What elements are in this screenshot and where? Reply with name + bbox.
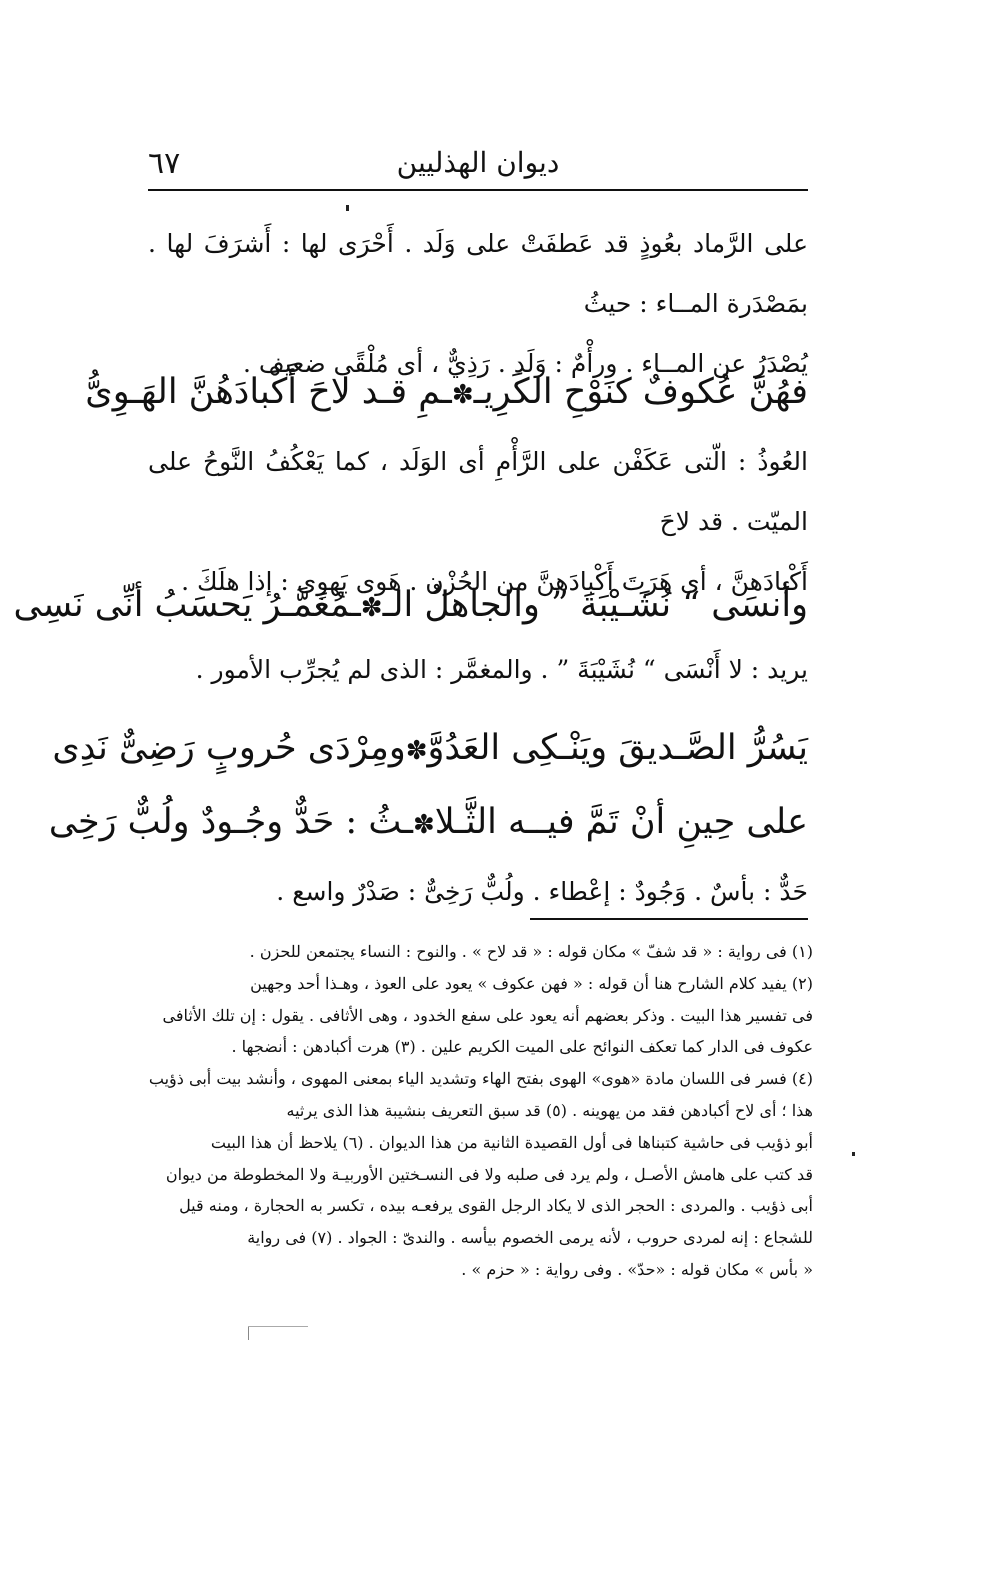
header-rule xyxy=(148,189,808,191)
verse-separator: ✽ xyxy=(360,593,383,623)
print-speck xyxy=(346,205,349,211)
footnote-line: أبو ذؤيب فى حاشية كتبناها فى أول القصيدة الثانية من هذا الديوان . (٦) يلاحظ أن هذا البيت xyxy=(210,1132,813,1152)
footnote-line: قد كتب على هامش الأصـل ، ولم يرد فى صلبه ولا فى النسـختين الأوربيـة ولا المخطوطة من ديوان xyxy=(165,1164,813,1184)
intro-line: على الرَّماد بعُوذٍ قد عَطفَتْ على وَلَد . أَحْرَى لها : أَشرَفَ لها . بمَصْدَرة المــاء : حيثُ xyxy=(148,229,808,318)
page-number: ٦٧ xyxy=(148,146,181,181)
commentary-line: العُوذُ : الّتى عَكَفْن على الرَّأْمِ أى الوَلَد ، كما يَعْكُفُ النَّوحُ على الميّت . قد لاحَ xyxy=(148,447,808,536)
print-speck xyxy=(248,1326,308,1327)
footnote-line: (١) فى رواية : « قد شفّ » مكان قوله : « قد لاح » . والنوح : النساء يجتمعن للحزن . xyxy=(249,942,813,961)
verse-separator: ✽ xyxy=(451,380,474,410)
verse-2-second-hemistich: ـمُغَمَّـرُ يَحسَبُ أنِّى نَسِى xyxy=(13,585,361,625)
verse-separator: ✽ xyxy=(412,810,435,840)
verse-3-first-hemistich: يَسُرُّ الصَّـديقَ ويَنْـكِى العَدُوَّ xyxy=(427,728,808,768)
commentary-line: يريد : لا أَنْسَى “ نُشَيْبَةَ ” . والمغمَّر : الذى لم يُجرِّب الأمور . xyxy=(195,655,808,684)
print-speck xyxy=(248,1326,249,1340)
footnote-line: (٤) فسر فى اللسان مادة «هوى» الهوى بفتح الهاء وتشديد الياء بمعنى المهوى ، وأنشد بيت أبى ذؤيب xyxy=(148,1069,813,1089)
verse-2 xyxy=(13,575,808,635)
footnote-line: عكوف فى الدار كما تعكف النوائح على الميت الكريم علين . (٣) هرت أكبادهن : أنضجها . xyxy=(231,1037,813,1057)
footnote-line: هذا ؛ أى لاح أكبادهن فقد من يهوينه . (٥) قد سبق التعريف بنشيبة هذا الذى يرثيه xyxy=(286,1100,813,1120)
verse-separator: ✽ xyxy=(405,736,428,766)
intro-line: يُصْدَرُ عن المــاء . ورأْمٌ : وَلَد . رَذِيٌّ ، أى مُلْقًى ضعيف . xyxy=(243,349,808,378)
verse-1-first-hemistich: فهُنَّ عُكوفٌ كنَوْحِ الكَرِيـ xyxy=(473,372,808,412)
verse-4-first-hemistich: على حِينِ أنْ تَمَّ فيــه الثَّـلا xyxy=(434,802,808,842)
footnotes xyxy=(148,936,813,1286)
footnote-line: فى تفسير هذا البيت . وذكر بعضهم أنه يعود على سفع الخدود ، وهى الأثافى . يقول : إن تلك الأثافى xyxy=(162,1005,813,1025)
footnote-rule xyxy=(530,918,808,920)
verse-1 xyxy=(85,362,808,422)
verse-3-second-hemistich: ومِرْدَى حُروبٍ رَضِىٌّ نَدِى xyxy=(52,728,406,768)
print-speck xyxy=(852,1152,855,1156)
footnote-line: « بأس » مكان قوله : «حدّ» . وفى رواية : « حزم » . xyxy=(461,1259,813,1279)
commentary-2 xyxy=(148,640,808,700)
footnote-line: أبى ذؤيب . والمردى : الحجر الذى لا يكاد الرجل القوى يرفعـه بيده ، تكسر به الحجارة ، ومنه قيل xyxy=(179,1196,813,1216)
footnote-line: للشجاع : إنه لمردى حروب ، لأنه يرمى الخصوم بيأسه . والندىّ : الجواد . (٧) فى رواية xyxy=(247,1228,813,1248)
footnote-line: (٢) يفيد كلام الشارح هنا أن قوله : « فهن عكوف » يعود على العوذ ، وهـذا أحد وجهين xyxy=(250,973,813,993)
verse-1-second-hemistich: ـمِ قـد لاحَ أَكْبادَهُنَّ الهَـوِىُّ xyxy=(85,372,452,412)
commentary-3 xyxy=(148,862,808,922)
commentary-line: أَكْبادَهنَّ ، أى هَرَتَ أَكْبادَهنَّ من الحُزْن . هَوى يَهوِى : إذا هلَكَ . xyxy=(181,567,808,596)
verse-2-first-hemistich: وأنسَى “ نُشَـيْبَةَ ” والجاهلُ الـ xyxy=(382,585,808,625)
verse-3 xyxy=(52,718,808,778)
verse-4-second-hemistich: ـثُ : حَدٌّ وجُـودٌ ولُبٌّ رَخِى xyxy=(48,802,413,842)
commentary-line: حَدٌّ : بأسٌ . وَجُودٌ : إعْطاء . ولُبٌّ رَخِىٌّ : صَدْرٌ واسع . xyxy=(276,877,808,906)
header-title: ديوان الهذليين xyxy=(396,146,560,179)
verse-4 xyxy=(48,792,808,852)
running-header xyxy=(148,140,808,190)
